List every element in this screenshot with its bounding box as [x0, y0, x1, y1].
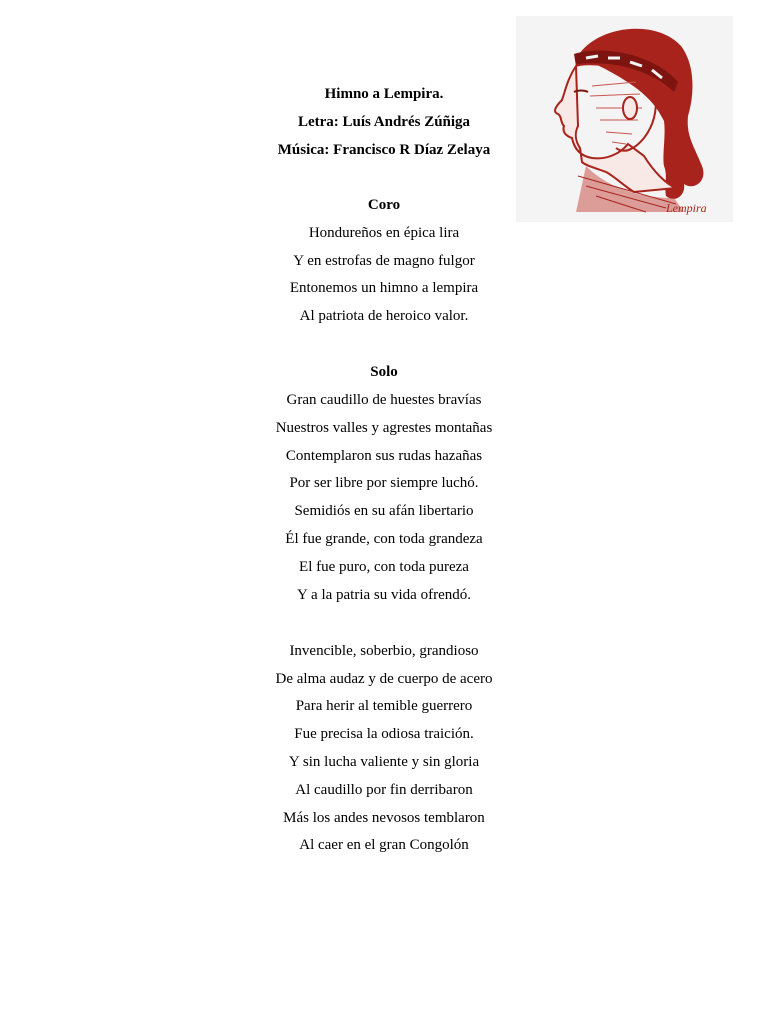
solo-line: Contemplaron sus rudas hazañas — [285, 448, 483, 464]
solo-line: Él fue grande, con toda grandeza — [285, 531, 483, 547]
coro-line: Entonemos un himno a lempira — [289, 280, 479, 296]
lyrics-credit: Letra: Luís Andrés Zúñiga — [297, 114, 471, 130]
coro-heading: Coro — [367, 197, 401, 213]
solo-line: Gran caudillo de huestes bravías — [286, 392, 482, 408]
solo-line: Y a la patria su vida ofrendó. — [297, 587, 471, 603]
portrait-signature: Lempira — [666, 201, 707, 215]
coro-line: Y en estrofas de magno fulgor — [293, 253, 475, 269]
coro-line: Al patriota de heroico valor. — [299, 308, 469, 324]
stanza2-line: Para herir al temible guerrero — [295, 698, 473, 714]
solo-line: El fue puro, con toda pureza — [299, 559, 469, 575]
stanza2-line: Más los andes nevosos temblaron — [283, 810, 485, 826]
solo-heading: Solo — [370, 364, 398, 380]
stanza2-line: Invencible, soberbio, grandioso — [289, 643, 479, 659]
stanza2-line: Al caer en el gran Congolón — [299, 837, 469, 853]
solo-line: Semidiós en su afán libertario — [294, 503, 474, 519]
music-credit: Música: Francisco R Díaz Zelaya — [277, 142, 491, 158]
coro-line: Hondureños en épica lira — [308, 225, 460, 241]
stanza2-line: Fue precisa la odiosa traición. — [294, 726, 474, 742]
poem-title: Himno a Lempira. — [324, 86, 444, 102]
solo-line: Nuestros valles y agrestes montañas — [275, 420, 493, 436]
stanza2-line: Y sin lucha valiente y sin gloria — [288, 754, 480, 770]
stanza2-line: Al caudillo por fin derribaron — [295, 782, 473, 798]
solo-line: Por ser libre por siempre luchó. — [289, 475, 479, 491]
stanza2-line: De alma audaz y de cuerpo de acero — [275, 671, 493, 687]
